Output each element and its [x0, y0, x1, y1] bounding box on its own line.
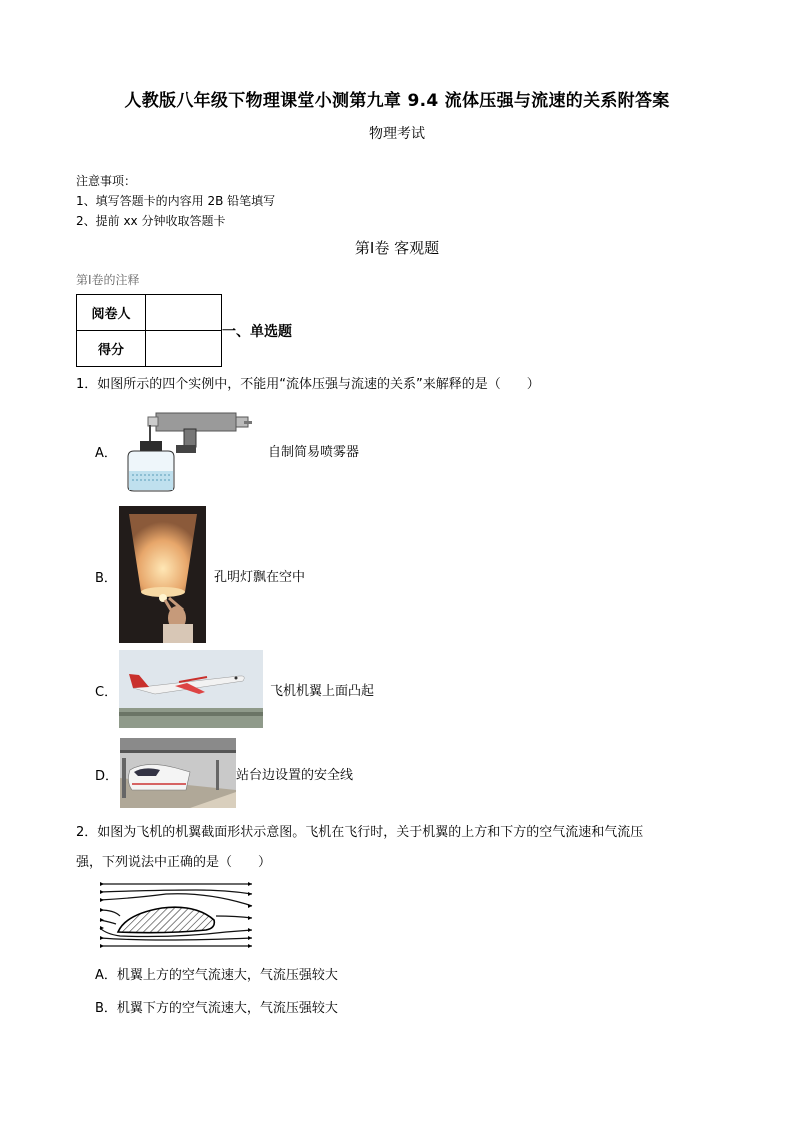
- option-c-letter: C．: [95, 685, 118, 700]
- page-subtitle: 物理考试: [369, 126, 425, 142]
- page-title: 人教版八年级下物理课堂小测第九章 9.4 流体压强与流速的关系附答案: [124, 91, 670, 111]
- part-heading: 一、单选题: [222, 324, 292, 340]
- reviewer-label: 阅卷人: [77, 295, 146, 331]
- question-1-stem: 1．如图所示的四个实例中，不能用“流体压强与流速的关系”来解释的是（ ）: [76, 377, 540, 392]
- option-b-text: 孔明灯飘在空中: [214, 570, 306, 585]
- score-field[interactable]: [146, 331, 222, 367]
- q2-option-b-text: 机翼下方的空气流速大，气流压强较大: [116, 1001, 338, 1016]
- option-d-text: 站台边设置的安全线: [236, 768, 354, 783]
- sky-lantern-image: [119, 506, 206, 643]
- option-a-text: 自制简易喷雾器: [268, 445, 360, 460]
- question-2-stem-line1: 2．如图为飞机的机翼截面形状示意图。飞机在飞行时，关于机翼的上方和下方的空气流速和气流压: [76, 825, 644, 840]
- sprayer-image: [118, 405, 258, 493]
- section-annotation: 第Ⅰ卷的注释: [76, 273, 140, 287]
- wing-airflow-diagram: [96, 880, 256, 952]
- q2-option-b-letter: B．: [95, 1001, 117, 1016]
- score-table: [76, 294, 222, 367]
- question-2-stem-line2: 强，下列说法中正确的是（ ）: [76, 855, 272, 870]
- q2-option-a-text: 机翼上方的空气流速大，气流压强较大: [116, 968, 338, 983]
- notes-item: 2、提前 xx 分钟收取答题卡: [76, 214, 226, 228]
- notes-block: [76, 171, 275, 231]
- q2-option-b: [95, 997, 338, 1016]
- option-c-text: 飞机机翼上面凸起: [270, 684, 375, 699]
- option-d-letter: D．: [95, 769, 119, 784]
- q2-option-a: [95, 964, 338, 983]
- option-b-letter: B．: [95, 571, 117, 586]
- q2-option-a-letter: A．: [95, 968, 117, 983]
- section-title: 第Ⅰ卷 客观题: [354, 239, 440, 257]
- option-a-letter: A．: [95, 446, 117, 461]
- airplane-image: [119, 650, 263, 728]
- notes-item: 1、填写答题卡的内容用 2B 铅笔填写: [76, 194, 276, 208]
- score-label: 得分: [77, 331, 146, 367]
- reviewer-field[interactable]: [146, 295, 222, 331]
- train-station-image: [120, 738, 236, 808]
- notes-heading: 注意事项：: [76, 174, 137, 188]
